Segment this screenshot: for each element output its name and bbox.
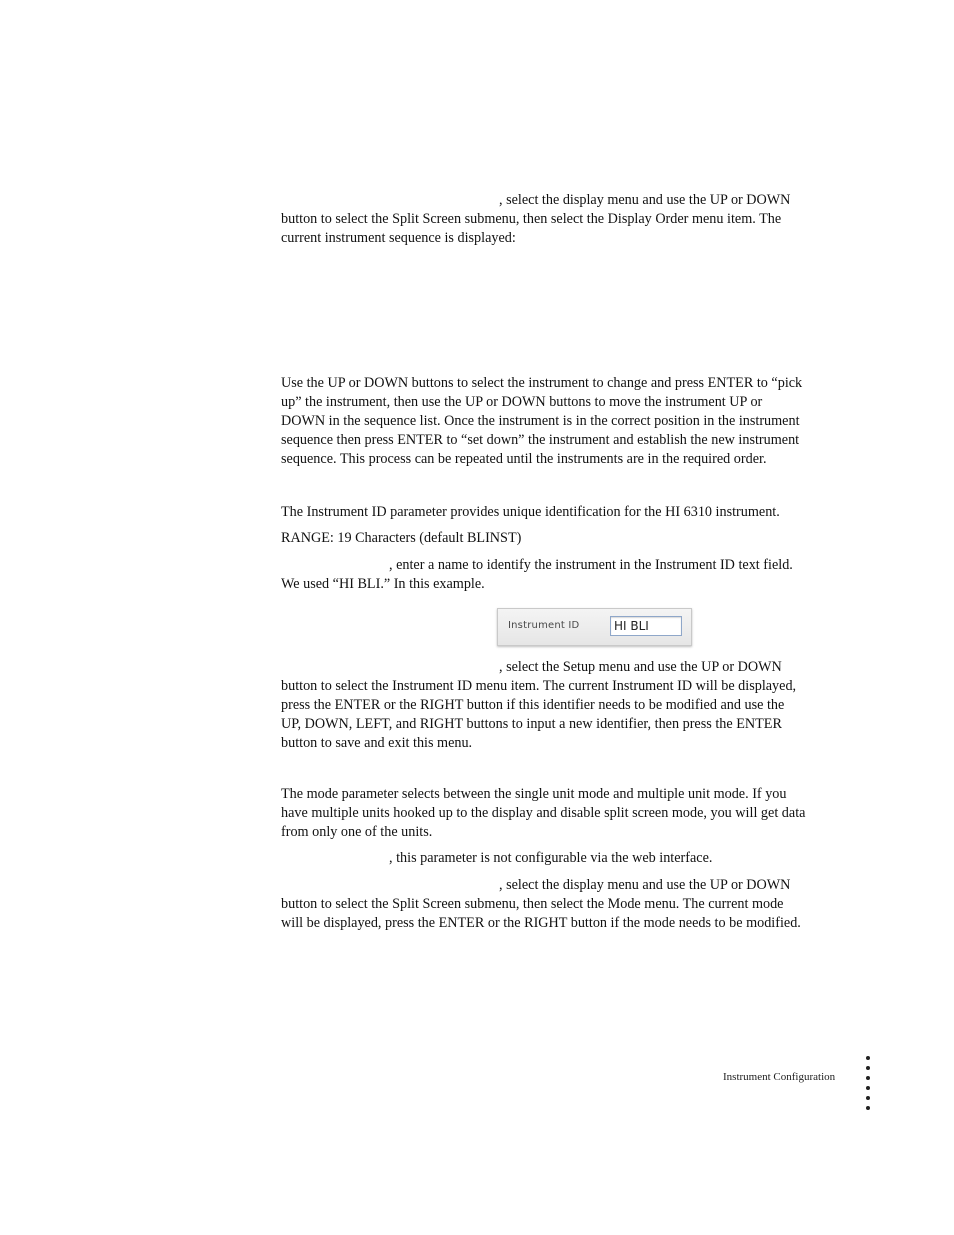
text-line: , select the display menu and use the UP or DOWN bbox=[499, 192, 791, 208]
display-order-paragraph bbox=[281, 191, 816, 248]
instrument-id-field[interactable]: HI BLI bbox=[610, 616, 682, 636]
instrument-id-label: Instrument ID bbox=[508, 620, 580, 631]
dot-icon bbox=[866, 1066, 870, 1070]
text-line: sequence then press ENTER to “set down” the instrument and establish the new instrument bbox=[281, 432, 800, 448]
dot-icon bbox=[866, 1076, 870, 1080]
dot-icon bbox=[866, 1056, 870, 1060]
text-line: Use the UP or DOWN buttons to select the instrument to change and press ENTER to “pick bbox=[281, 375, 803, 391]
text-line: RANGE: 19 Characters (default BLINST) bbox=[281, 530, 522, 546]
text-line: button to save and exit this menu. bbox=[281, 735, 473, 751]
sequence-change-paragraph bbox=[281, 374, 816, 469]
mode-web-note bbox=[281, 849, 816, 868]
text-line: , this parameter is not configurable via the web interface. bbox=[389, 850, 713, 866]
setup-menu-paragraph bbox=[281, 658, 816, 753]
text-line: The Instrument ID parameter provides unique identification for the HI 6310 instrument. bbox=[281, 504, 780, 520]
web-entry-paragraph bbox=[281, 556, 816, 594]
text-line: have multiple units hooked up to the display and disable split screen mode, you will get data bbox=[281, 805, 806, 821]
text-line: , enter a name to identify the instrument in the Instrument ID text field. bbox=[389, 557, 793, 573]
mode-display-paragraph bbox=[281, 876, 816, 933]
range-note bbox=[281, 529, 816, 548]
text-line: The mode parameter selects between the single unit mode and multiple unit mode. If you bbox=[281, 786, 787, 802]
text-line: button to select the Split Screen submenu, then select the Mode menu. The current mode bbox=[281, 896, 784, 912]
text-line: We used “HI BLI.” In this example. bbox=[281, 576, 485, 592]
dot-icon bbox=[866, 1106, 870, 1110]
text-line: current instrument sequence is displayed: bbox=[281, 230, 516, 246]
mode-intro-paragraph bbox=[281, 785, 816, 842]
text-line: will be displayed, press the ENTER or the RIGHT button if the mode needs to be modified. bbox=[281, 915, 801, 931]
text-line: press the ENTER or the RIGHT button if this identifier needs to be modified and use the bbox=[281, 697, 785, 713]
text-line: DOWN in the sequence list. Once the instrument is in the correct position in the instrument bbox=[281, 413, 800, 429]
text-line: UP, DOWN, LEFT, and RIGHT buttons to input a new identifier, then press the ENTER bbox=[281, 716, 782, 732]
text-line: button to select the Instrument ID menu item. The current Instrument ID will be displayed, bbox=[281, 678, 797, 694]
instrument-id-intro bbox=[281, 503, 816, 522]
text-line: from only one of the units. bbox=[281, 824, 433, 840]
text-line: button to select the Split Screen submenu, then select the Display Order menu item. The bbox=[281, 211, 782, 227]
text-line: sequence. This process can be repeated until the instruments are in the required order. bbox=[281, 451, 767, 467]
text-line: , select the Setup menu and use the UP or DOWN bbox=[499, 659, 782, 675]
dot-icon bbox=[866, 1086, 870, 1090]
instrument-id-widget bbox=[497, 608, 692, 646]
footer-section-title: Instrument Configuration bbox=[723, 1071, 836, 1083]
text-line: up” the instrument, then use the UP or DOWN buttons to move the instrument UP or bbox=[281, 394, 763, 410]
text-line: , select the display menu and use the UP or DOWN bbox=[499, 877, 791, 893]
dot-icon bbox=[866, 1096, 870, 1100]
